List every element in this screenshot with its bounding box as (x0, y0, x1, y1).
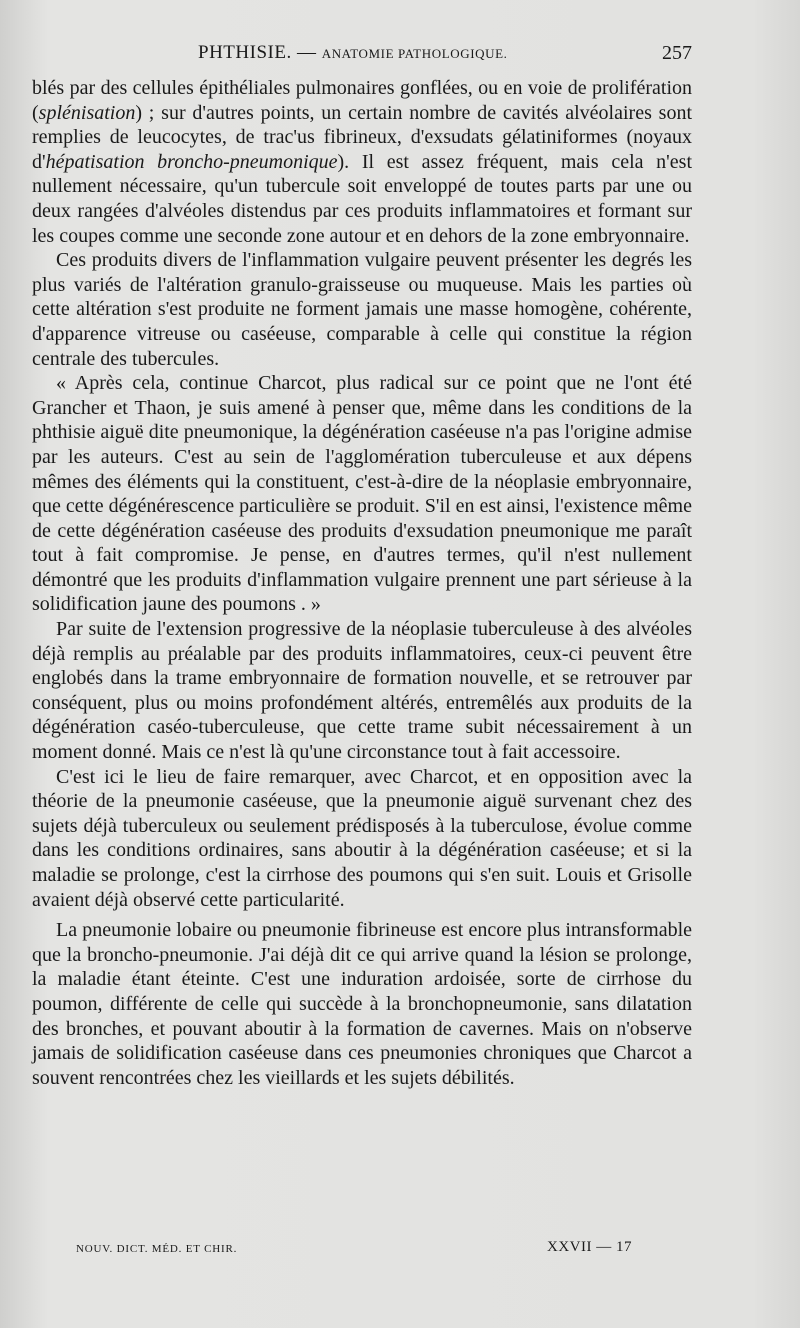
footer-sheet-mark: XXVII — 17 (547, 1239, 632, 1255)
paragraph-5 (32, 765, 692, 913)
paragraph-4 (32, 617, 692, 765)
text-run: blés par des cellules épithéliales pulmonaires gonflées, ou en voie de prolifération ( (32, 77, 692, 124)
italic-term: splénisation (38, 101, 136, 124)
page-footer (76, 1239, 632, 1263)
text-run: ). Il est assez fréquent, mais cela n'est nullement nécessaire, qu'un tubercule soit enveloppé de toutes parts par une ou deux rangées d'alvéoles distendus par ces produits inflammatoires et formant sur les coupes comme une seconde zone autour et en dehors de la zone embryonnaire. (32, 150, 693, 247)
paragraph-3 (32, 371, 692, 617)
page-number: 257 (662, 42, 692, 64)
text-run: C'est ici le lieu de faire remarquer, avec Charcot, et en opposition avec la théorie de la pneumonie caséeuse, que la pneumonie aiguë survenant chez des sujets déjà tuberculeux ou seulement prédisposés à la tuberculose, évolue comme dans les conditions ordinaires, sans aboutir à la dégénération caséeuse; et si la maladie se prolonge, c'est la cirrhose des poumons qui s'en suit. Louis et Grisolle avaient déjà observé cette particularité. (32, 765, 692, 911)
running-title-section: ANATOMIE PATHOLOGIQUE. (321, 46, 508, 61)
running-title-main: PHTHISIE. — (198, 42, 322, 63)
text-run: Par suite de l'extension progressive de la néoplasie tuberculeuse à des alvéoles déjà remplis au préalable par des produits inflammatoires, ceux-ci peuvent être englobés dans la trame embryonnaire de formation nouvelle, et se retrouver par conséquent, plus ou moins profondément altérés, entremêlés aux produits de la dégénération caséo-tuberculeuse, que cette trame subit nécessairement à un moment donné. Mais ce n'est là qu'une circonstance tout à fait accessoire. (32, 618, 692, 764)
text-run: « Après cela, continue Charcot, plus radical sur ce point que ne l'ont été Grancher et Thaon, je suis amené à penser que, même dans les conditions de la phthisie aiguë dite pneumonique, la dégénération caséeuse n'a pas l'origine admise par les auteurs. C'est au sein de l'agglomération tuberculeuse et aux dépens mêmes des éléments qui la constituent, c'est-à-dire de la néoplasie embryonnaire, que cette dégénérescence particulière se produit. S'il en est ainsi, l'existence même de cette dégénération caséeuse des produits d'exsudation pneumonique me paraît tout à fait compromise. Je pense, en d'autres termes, qu'il n'est nullement démontré que les produits d'inflammation vulgaire prennent une part sérieuse à la solidification jaune des poumons . » (32, 372, 692, 616)
text-run: La pneumonie lobaire ou pneumonie fibrineuse est encore plus intransformable que la broncho-pneumonie. J'ai déjà dit ce qui arrive quand la lésion se prolonge, la maladie étant éteinte. C'est une induration ardoisée, sorte de cirrhose du poumon, différente de celle qui succède à la bronchopneumonie, sans dilatation des bronches, et pouvant aboutir à la formation de cavernes. Mais on n'observe jamais de solidification caséeuse dans ces pneumonies chroniques que Charcot a souvent rencontrées chez les vieillards et les sujets débilités. (32, 919, 692, 1089)
paragraph-2 (32, 248, 692, 371)
running-title (198, 42, 508, 64)
page-header (32, 40, 692, 70)
paragraph-6 (32, 918, 692, 1090)
body-text (32, 76, 692, 1090)
text-run: ) ; sur d'autres points, un certain nombre de cavités alvéolaires sont remplies de leucocytes, de trac'us fibrineux, d'exsudats gélatiniformes (noyaux d' (32, 101, 692, 173)
text-run: Ces produits divers de l'inflammation vulgaire peuvent présenter les degrés les plus variés de l'altération granulo-graisseuse ou muqueuse. Mais les parties où cette altération s'est produite ne forment jamais une masse homogène, cohérente, d'apparence vitreuse ou caséeuse, comparable à celle qui constitue la région centrale des tubercules. (32, 249, 692, 370)
italic-term: hépatisation broncho-pneumonique (45, 150, 338, 173)
paragraph-1 (32, 76, 692, 248)
footer-signature: NOUV. DICT. MÉD. ET CHIR. (76, 1243, 238, 1255)
